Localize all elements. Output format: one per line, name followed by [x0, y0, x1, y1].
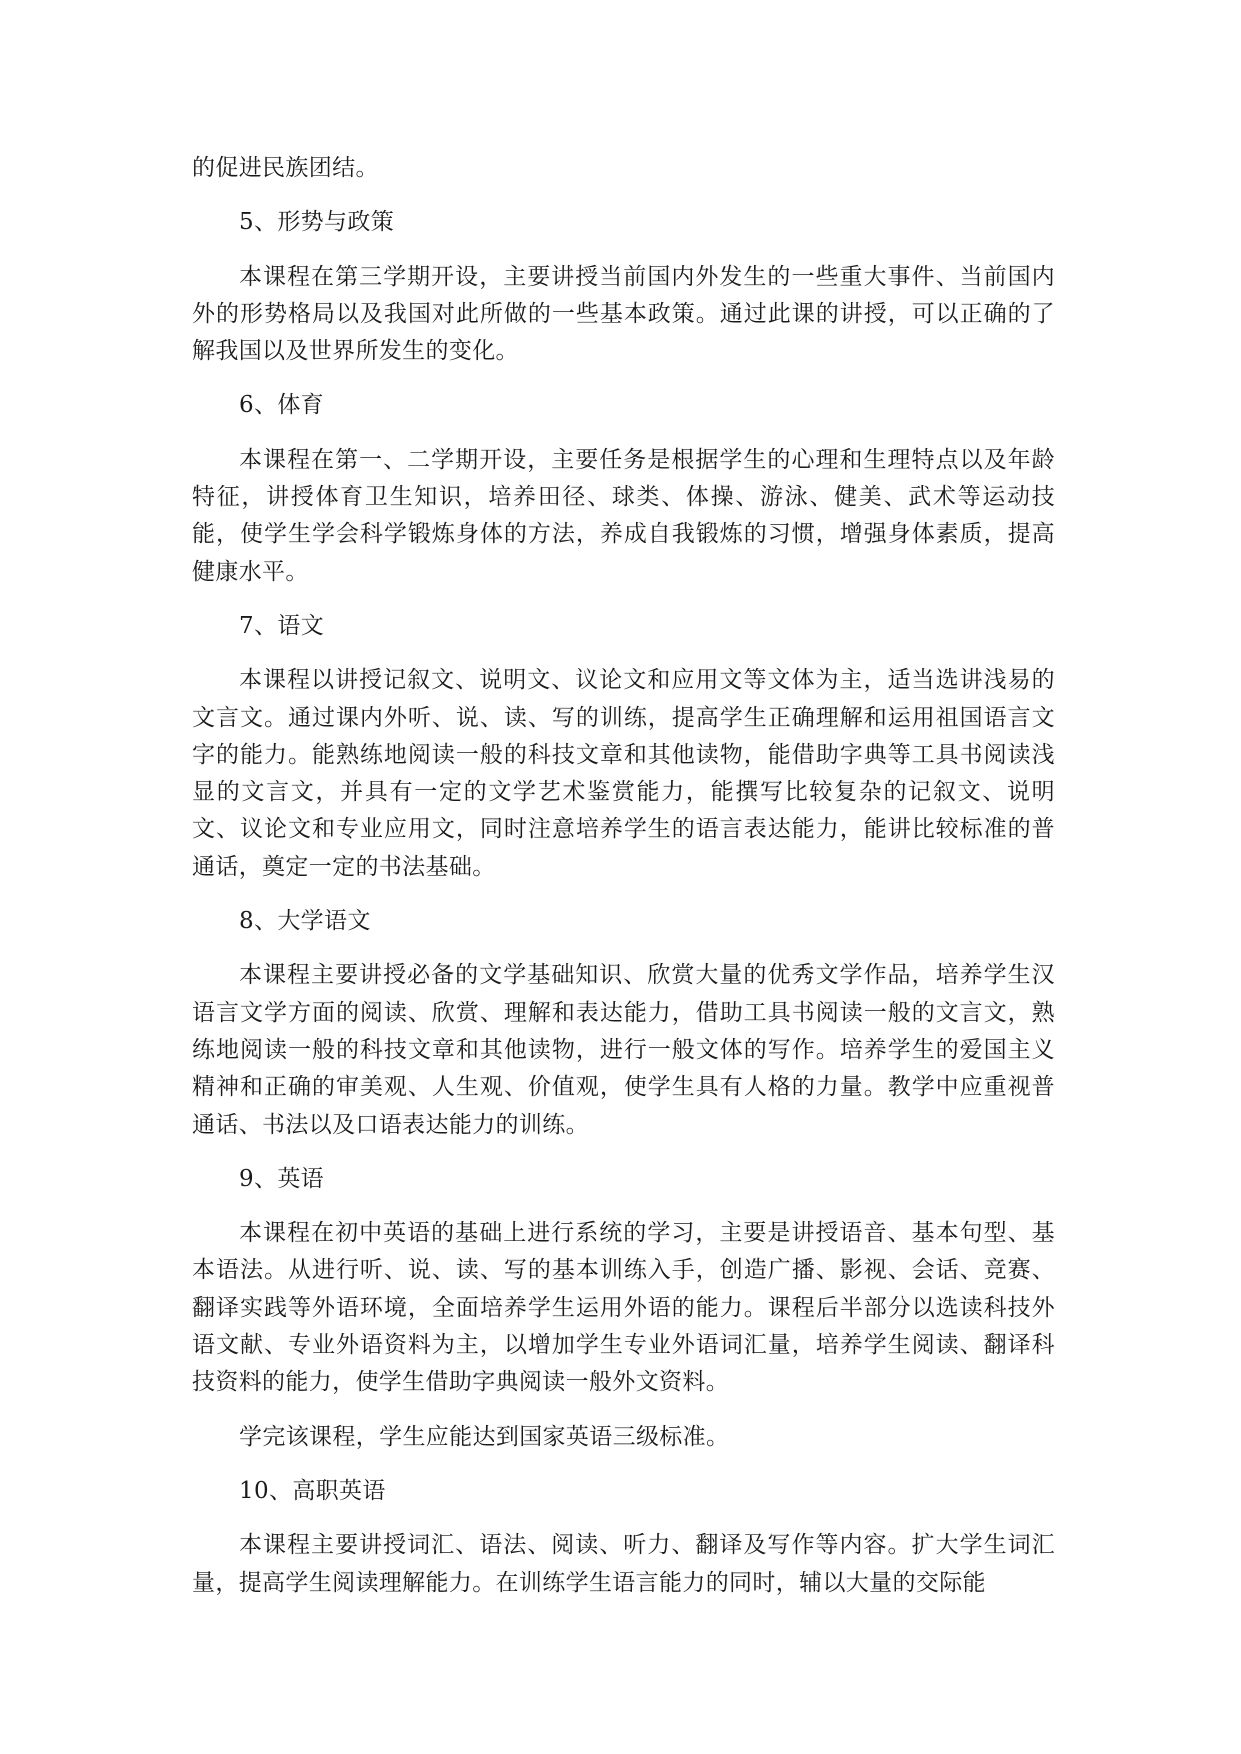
paragraph-chinese: 本课程以讲授记叙文、说明文、议论文和应用文等文体为主，适当选讲浅易的文言文。通过课内外听、说、读、写的训练，提高学生正确理解和运用祖国语言文字的能力。能熟练地阅读一般的科技文章和其他读物，能借助字典等工具书阅读浅显的文言文，并具有一定的文学艺术鉴赏能力，能撰写比较复杂的记叙文、说明文、议论文和专业应用文，同时注意培养学生的语言表达能力，能讲比较标准的普通话，奠定一定的书法基础。 [192, 667, 1055, 880]
paragraph-college-chinese: 本课程主要讲授必备的文学基础知识、欣赏大量的优秀文学作品，培养学生汉语言文学方面的阅读、欣赏、理解和表达能力，借助工具书阅读一般的文言文，熟练地阅读一般的科技文章和其他读物，进行一般文体的写作。培养学生的爱国主义精神和正确的审美观、人生观、价值观，使学生具有人格的力量。教学中应重视普通话、书法以及口语表达能力的训练。 [192, 962, 1055, 1138]
paragraph-continuation: 的促进民族团结。 [192, 155, 379, 181]
paragraph-pe: 本课程在第一、二学期开设，主要任务是根据学生的心理和生理特点以及年龄特征，讲授体育卫生知识，培养田径、球类、体操、游泳、健美、武术等运动技能，使学生学会科学锻炼身体的方法，养成自我锻炼的习惯，增强身体素质，提高健康水平。 [192, 446, 1055, 585]
section-heading-college-chinese: 8、大学语文 [239, 908, 371, 935]
section-heading-situation-policy: 5、形势与政策 [239, 209, 395, 236]
paragraph-vocational-english: 本课程主要讲授词汇、语法、阅读、听力、翻译及写作等内容。扩大学生词汇量，提高学生阅读理解能力。在训练学生语言能力的同时，辅以大量的交际能 [192, 1532, 1055, 1596]
paragraph-english: 本课程在初中英语的基础上进行系统的学习，主要是讲授语音、基本句型、基本语法。从进行听、说、读、写的基本训练入手，创造广播、影视、会话、竞赛、翻译实践等外语环境，全面培养学生运用外语的能力。课程后半部分以选读科技外语文献、专业外语资料为主，以增加学生专业外语词汇量，培养学生阅读、翻译科技资料的能力，使学生借助字典阅读一般外文资料。 [192, 1220, 1055, 1396]
section-heading-vocational-english: 10、高职英语 [239, 1477, 386, 1504]
paragraph-situation-policy: 本课程在第三学期开设，主要讲授当前国内外发生的一些重大事件、当前国内外的形势格局以及我国对此所做的一些基本政策。通过此课的讲授，可以正确的了解我国以及世界所发生的变化。 [192, 263, 1055, 365]
section-heading-pe: 6、体育 [239, 392, 325, 419]
section-heading-chinese: 7、语文 [239, 612, 325, 639]
document-page [192, 150, 1055, 1602]
section-heading-english: 9、英语 [239, 1165, 325, 1192]
paragraph-english-standard: 学完该课程，学生应能达到国家英语三级标准。 [239, 1423, 730, 1450]
